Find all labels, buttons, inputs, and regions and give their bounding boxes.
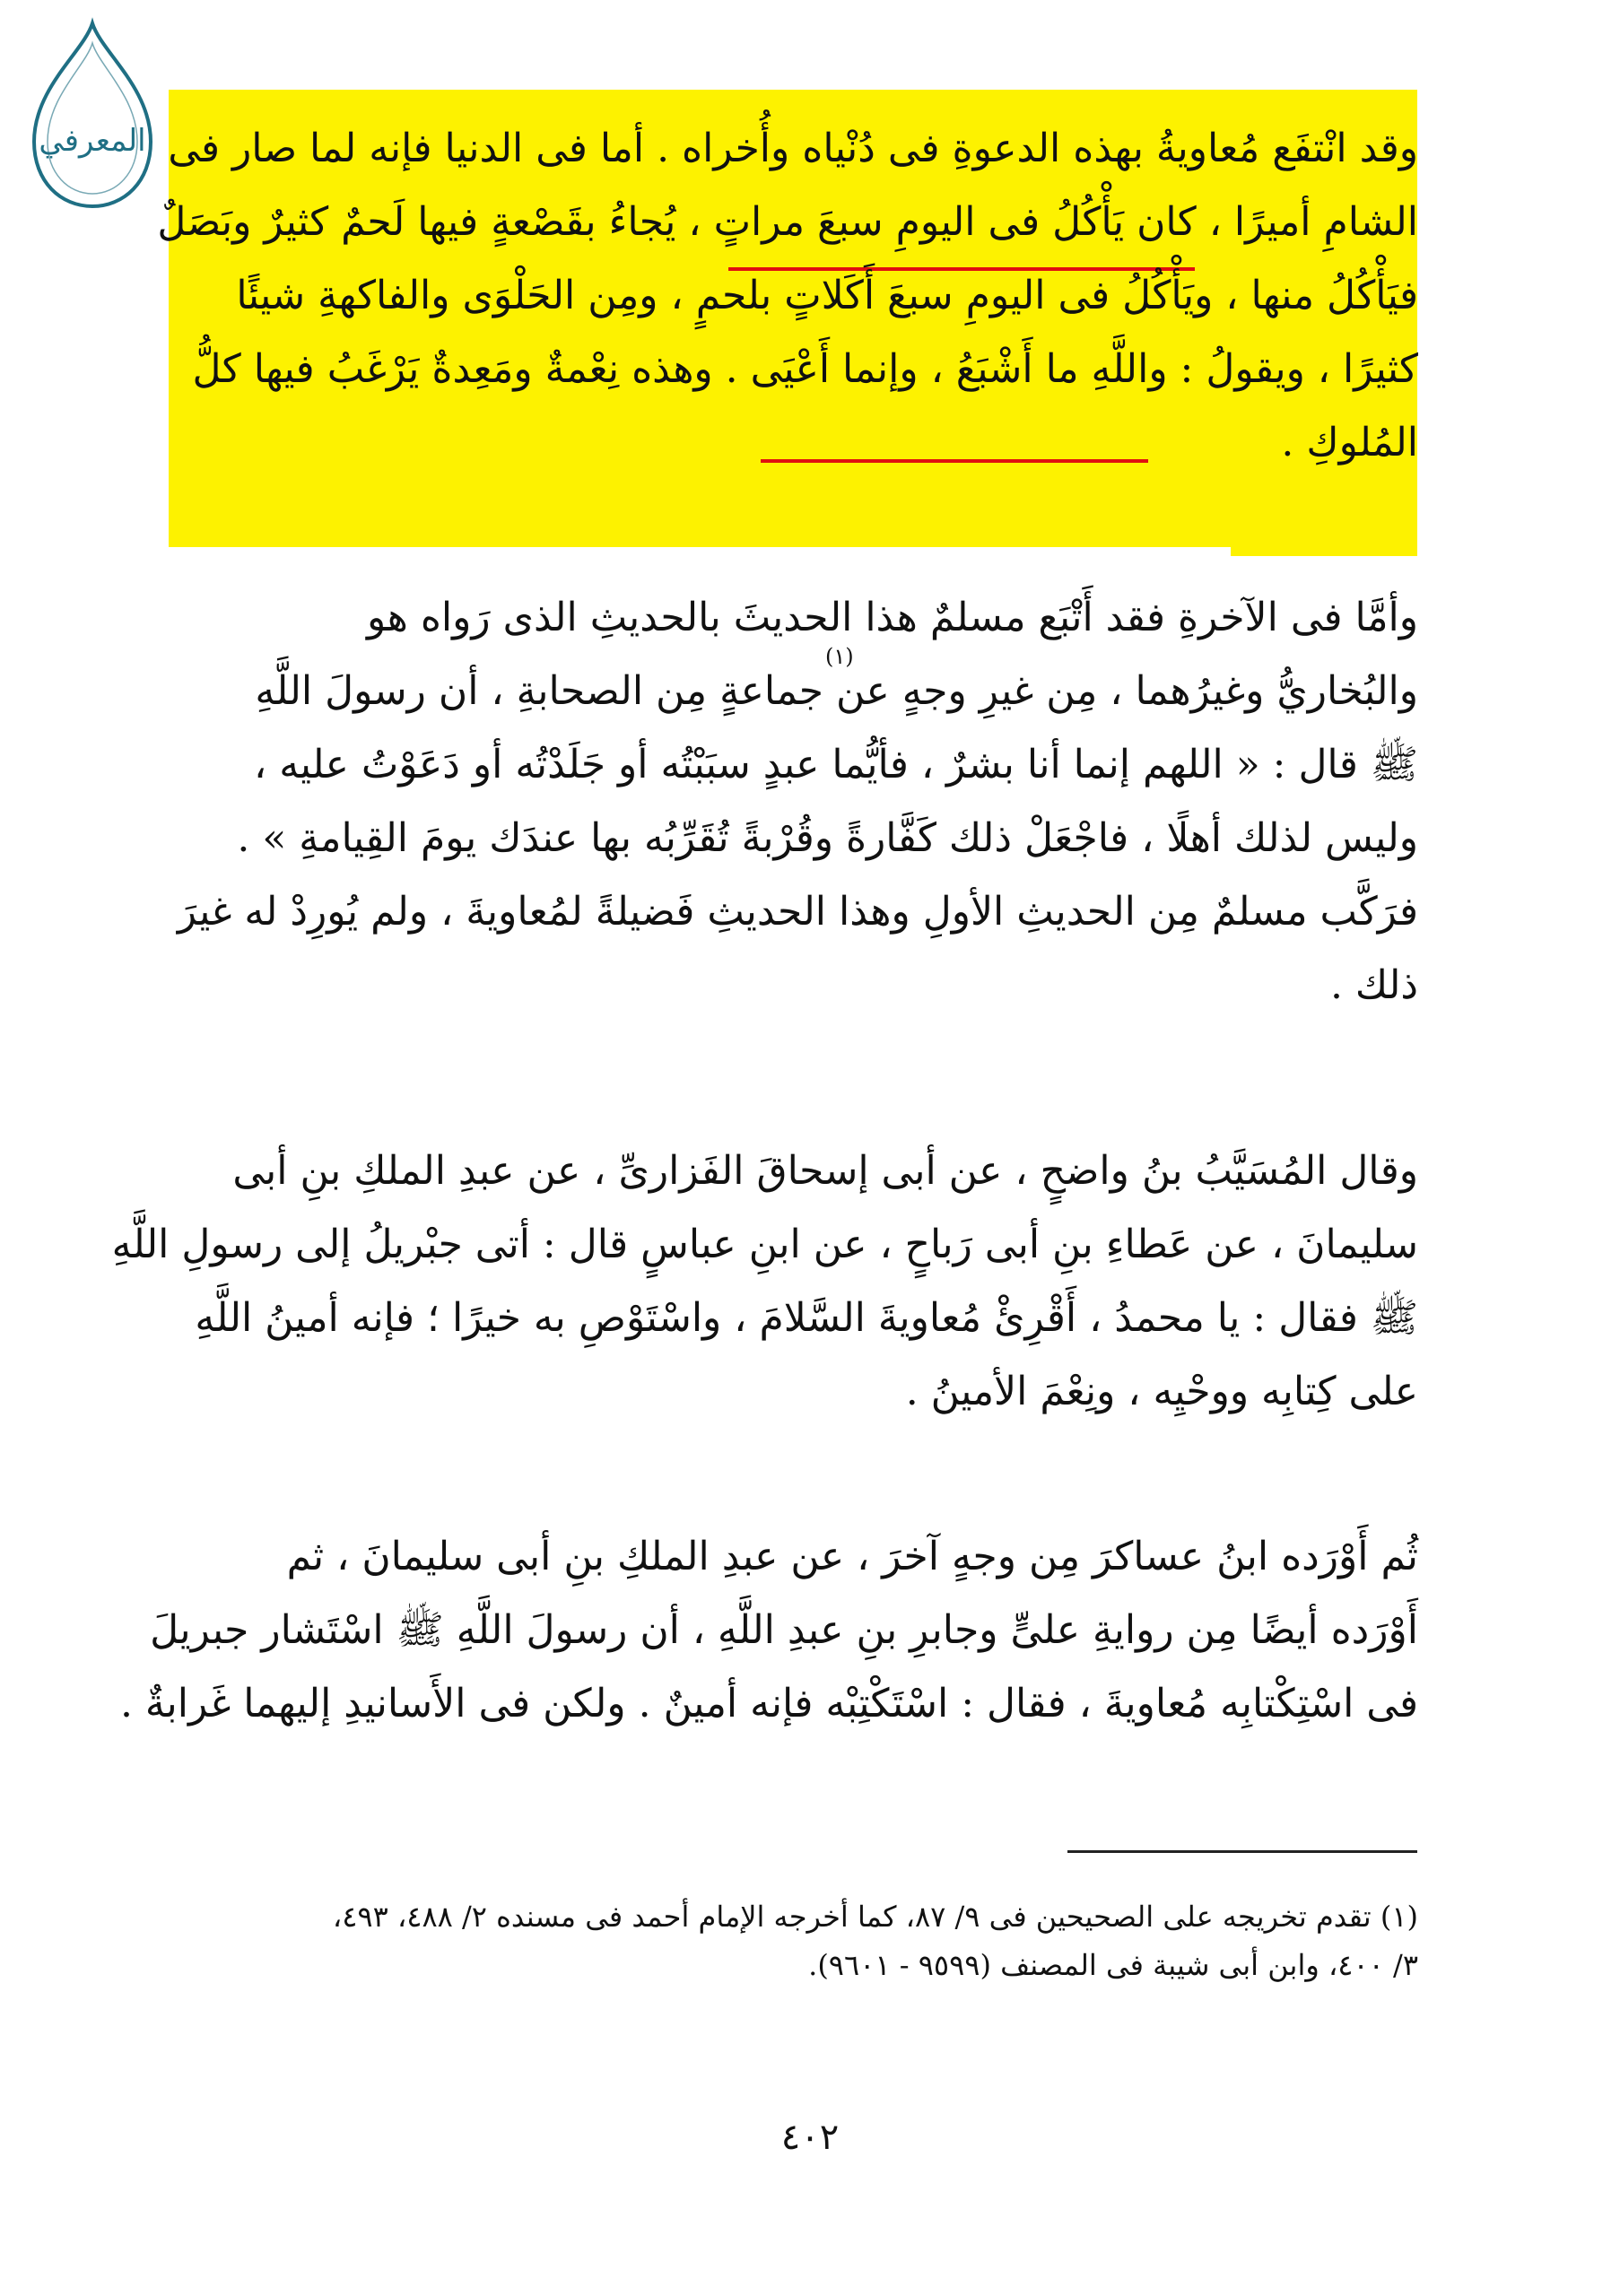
text-line: الشامِ أميرًا ، كان يَأْكُلُ فى اليومِ سبعَ مراتٍ ، يُجاءُ بقَصْعةٍ فيها لَحمٌ كثيرٌ وبَصَلٌ bbox=[157, 199, 1418, 245]
logo-text: المعرفي bbox=[39, 123, 146, 159]
highlighted-paragraph bbox=[157, 112, 1418, 480]
text-line: ﷺ فقال : يا محمدُ ، أَقْرِئْ مُعاويةَ السَّلامَ ، واسْتَوْصِ به خيرًا ؛ فإنه أمينُ اللَّهِ bbox=[195, 1295, 1418, 1341]
paragraph-ibn-asakir bbox=[119, 1520, 1418, 1741]
highlight-block-tail bbox=[1231, 466, 1417, 556]
text-line: وأمَّا فى الآخرةِ فقد أَتْبَع مسلمٌ هذا الحديثَ بالحديثِ الذى رَواه هو bbox=[366, 595, 1418, 640]
text-line: وقال المُسَيَّبُ بنُ واضحٍ ، عن أبى إسحاقَ الفَزارىِّ ، عن عبدِ الملكِ بنِ أبى bbox=[232, 1148, 1418, 1194]
site-logo bbox=[16, 16, 169, 213]
text-line: ذلك . bbox=[1329, 962, 1418, 1008]
footnote-line: (١) تقدم تخريجه على الصحيحين فى ٩/ ٨٧، كما أخرجه الإمام أحمد فى مسنده ٢/ ٤٨٨، ٤٩٣، bbox=[332, 1900, 1418, 1934]
text-line: فيَأْكُلُ منها ، ويَأْكُلُ فى اليومِ سبعَ أَكَلاتٍ بلحمٍ ، ومِن الحَلْوَى والفاكهةِ شيئًا bbox=[236, 273, 1418, 318]
text-line: على كِتابِه ووحْيِه ، ونِعْمَ الأمينُ . bbox=[905, 1369, 1418, 1414]
text-line: المُلوكِ . bbox=[1281, 420, 1418, 465]
footnote bbox=[185, 1892, 1418, 1989]
text-line: ﷺ قال : « اللهم إنما أنا بشرٌ ، فأيُّما عبدٍ سبَبْتُه أو جَلَدْتُه أو دَعَوْتُ عليه ، bbox=[254, 742, 1418, 787]
footnote-line: ٣/ ٤٠٠، وابن أبى شيبة فى المصنف (٩٥٩٩ - ٩٦٠١). bbox=[808, 1948, 1418, 1982]
paragraph-jibril bbox=[111, 1135, 1418, 1429]
text-line: ثُم أَوْرَده ابنُ عساكرَ مِن وجهٍ آخرَ ، عن عبدِ الملكِ بنِ أبى سليمانَ ، ثم bbox=[286, 1534, 1418, 1579]
text-line bbox=[185, 655, 1418, 728]
text-line: وليس لذلك أهلًا ، فاجْعَلْ ذلك كَفَّارةً وقُرْبةً تُقَرِّبُه بها عندَك يومَ القِيامةِ » . bbox=[237, 815, 1418, 861]
text-line-content: والبُخاريُّ وغيرُهما ، مِن غيرِ وجهٍ عن جماعةٍ مِن الصحابةِ ، أن رسولَ اللَّهِ bbox=[255, 668, 1418, 714]
footnote-marker: (١) bbox=[825, 644, 854, 669]
text-line: سليمانَ ، عن عَطاءِ بنِ أبى رَباحٍ ، عن ابنِ عباسٍ قال : أتى جبْريلُ إلى رسولِ اللَّهِ bbox=[111, 1222, 1418, 1267]
text-line: وقد انْتفَع مُعاويةُ بهذه الدعوةِ فى دُنْياه وأُخراه . أما فى الدنيا فإنه لما صار فى bbox=[168, 126, 1418, 171]
text-line: فرَكَّب مسلمٌ مِن الحديثِ الأولِ وهذا الحديثِ فَضيلةً لمُعاويةَ ، ولم يُورِدْ له غيرَ bbox=[177, 889, 1418, 935]
text-line: أَوْرَده أيضًا مِن روايةِ علىٍّ وجابرِ بنِ عبدِ اللَّهِ ، أن رسولَ اللَّهِ ﷺ اسْتَشار جبريلَ bbox=[150, 1607, 1418, 1653]
text-line: فى اسْتِكْتابِه مُعاويةَ ، فقال : اسْتَكْتِبْه فإنه أمينٌ . ولكن فى الأَسانيدِ إليهما غَرابةٌ . bbox=[119, 1681, 1418, 1726]
footnote-separator bbox=[1067, 1850, 1417, 1853]
page-number: ٤٠٢ bbox=[780, 2117, 840, 2158]
text-line: كثيرًا ، ويقولُ : واللَّهِ ما أَشْبَعُ ، وإنما أَعْيَى . وهذه نِعْمةٌ ومَعِدةٌ يَرْغَبُ فيها كلُّ bbox=[192, 346, 1418, 392]
paragraph-hereafter bbox=[177, 581, 1418, 1022]
